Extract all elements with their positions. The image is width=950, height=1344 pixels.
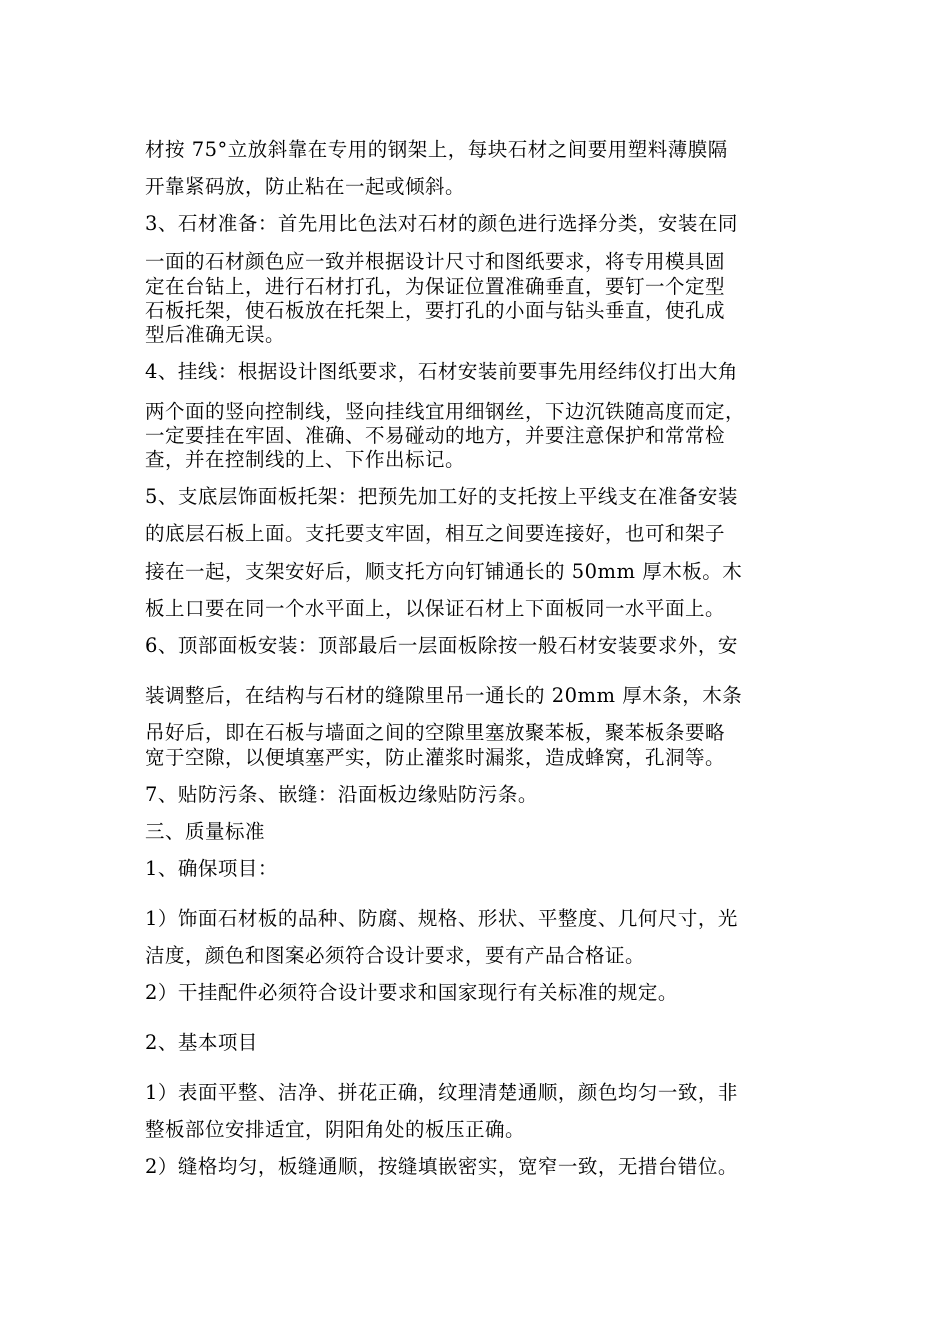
text-line: 宽于空隙，以便填塞严实，防止灌浆时漏浆，造成蜂窝，孔洞等。 bbox=[145, 746, 726, 769]
text-line: 1）表面平整、洁净、拼花正确，纹理清楚通顺，颜色均匀一致，非 bbox=[145, 1081, 738, 1104]
section-heading: 三、质量标准 bbox=[145, 820, 266, 843]
text-line: 石板托架，使石板放在托架上，要打孔的小面与钻头垂直，使孔成 bbox=[145, 299, 726, 322]
text-line: 开靠紧码放，防止粘在一起或倾斜。 bbox=[145, 175, 466, 198]
text-line: 4、挂线：根据设计图纸要求，石材安装前要事先用经纬仪打出大角 bbox=[145, 360, 738, 383]
text-line: 材按 75°立放斜靠在专用的钢架上，每块石材之间要用塑料薄膜隔 bbox=[145, 138, 728, 161]
text-line: 查，并在控制线的上、下作出标记。 bbox=[145, 448, 466, 471]
text-line: 整板部位安排适宜，阴阳角处的板压正确。 bbox=[145, 1118, 526, 1141]
text-line: 1）饰面石材板的品种、防腐、规格、形状、平整度、几何尺寸，光 bbox=[145, 907, 738, 930]
text-line: 7、贴防污条、嵌缝：沿面板边缘贴防污条。 bbox=[145, 783, 538, 806]
text-line: 一定要挂在牢固、准确、不易碰动的地方，并要注意保护和常常检 bbox=[145, 424, 726, 447]
text-line: 定在台钻上，进行石材打孔，为保证位置准确垂直，要钉一个定型 bbox=[145, 275, 726, 298]
text-line: 型后准确无误。 bbox=[145, 323, 286, 346]
text-line: 装调整后，在结构与石材的缝隙里吊一通长的 20mm 厚木条，木条 bbox=[145, 684, 743, 707]
text-line: 一面的石材颜色应一致并根据设计尺寸和图纸要求，将专用模具固 bbox=[145, 250, 726, 273]
text-line: 6、顶部面板安装：顶部最后一层面板除按一般石材安装要求外，安 bbox=[145, 634, 738, 657]
text-line: 2）缝格均匀，板缝通顺，按缝填嵌密实，宽窄一致，无措台错位。 bbox=[145, 1155, 738, 1178]
text-line: 两个面的竖向控制线，竖向挂线宜用细钢丝，下边沉铁随高度而定， bbox=[145, 400, 746, 423]
text-line: 的底层石板上面。支托要支牢固，相互之间要连接好，也可和架子 bbox=[145, 522, 726, 545]
subsection-heading: 1、确保项目： bbox=[145, 857, 278, 880]
text-line: 板上口要在同一个水平面上，以保证石材上下面板同一水平面上。 bbox=[145, 597, 726, 620]
text-line: 3、石材准备：首先用比色法对石材的颜色进行选择分类，安装在同 bbox=[145, 212, 738, 235]
text-line: 接在一起，支架安好后，顺支托方向钉铺通长的 50mm 厚木板。木 bbox=[145, 560, 743, 583]
text-line: 洁度，颜色和图案必须符合设计要求，要有产品合格证。 bbox=[145, 944, 646, 967]
subsection-heading: 2、基本项目 bbox=[145, 1031, 258, 1054]
text-line: 吊好后，即在石板与墙面之间的空隙里塞放聚苯板，聚苯板条要略 bbox=[145, 721, 726, 744]
text-line: 2）干挂配件必须符合设计要求和国家现行有关标准的规定。 bbox=[145, 981, 678, 1004]
text-line: 5、支底层饰面板托架：把预先加工好的支托按上平线支在准备安装 bbox=[145, 485, 738, 508]
